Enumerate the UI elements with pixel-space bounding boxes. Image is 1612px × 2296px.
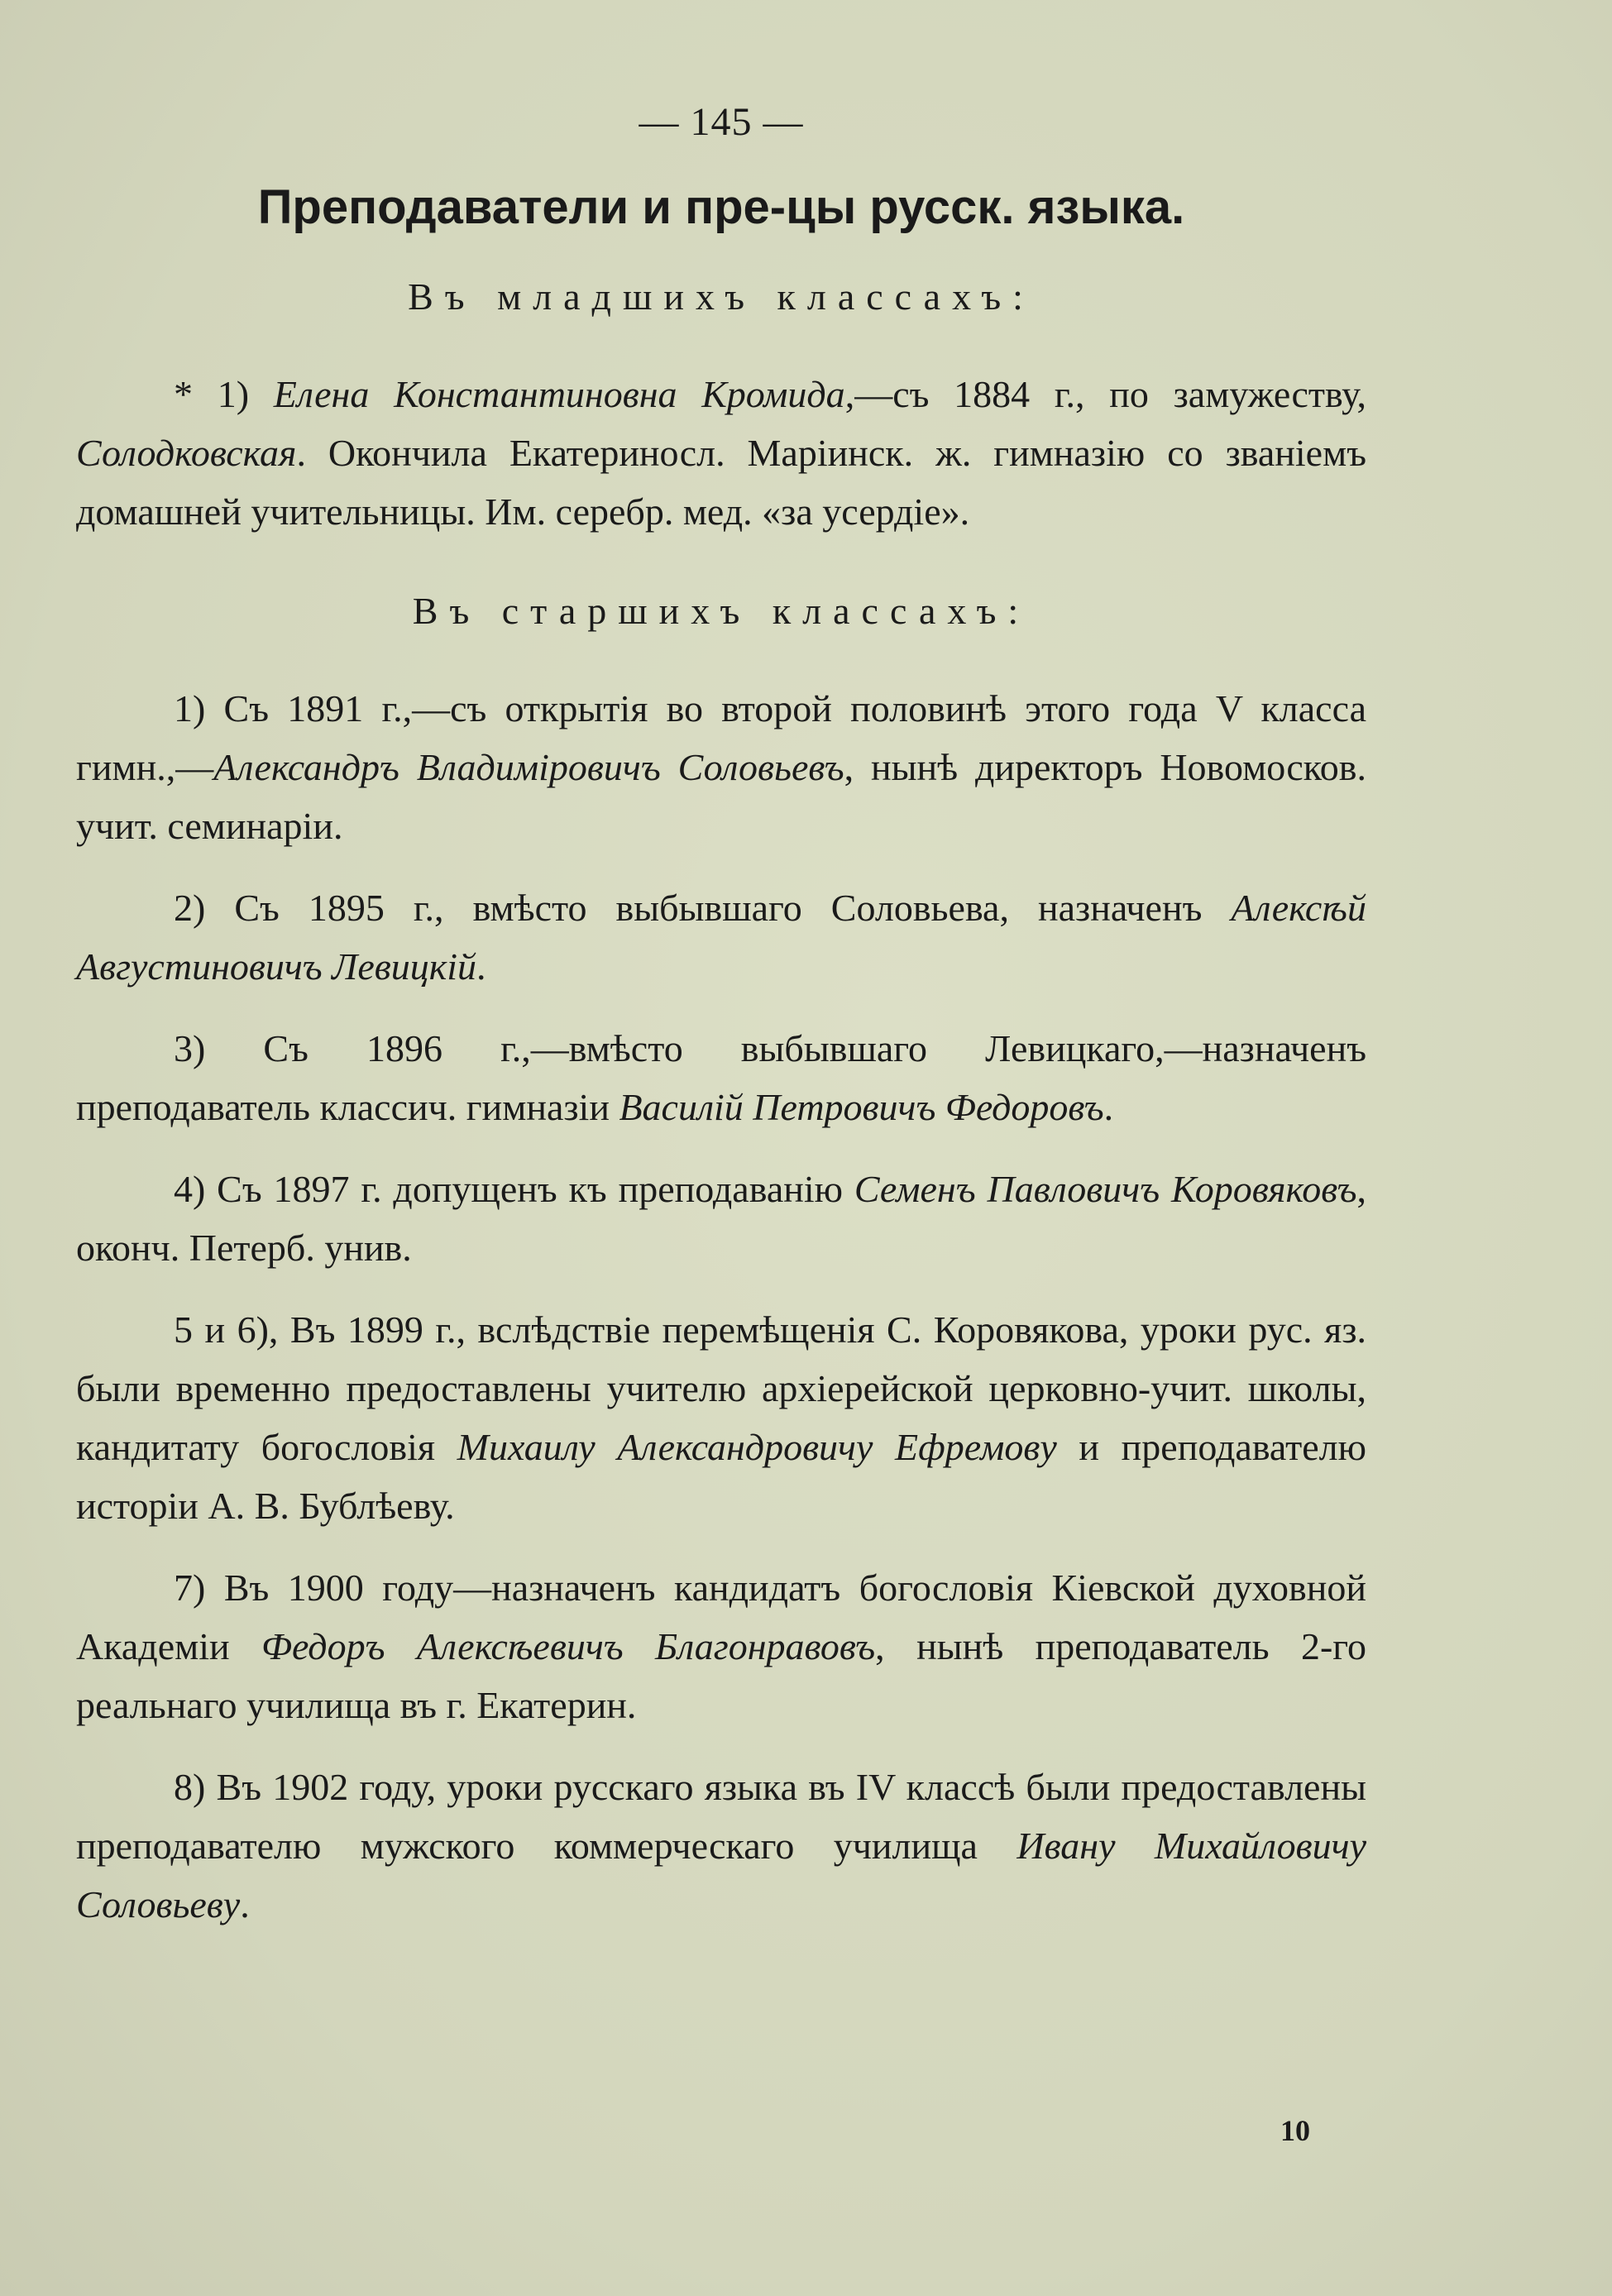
junior-classes-heading: Въ младшихъ классахъ: <box>408 275 1035 318</box>
married-name: Солодковская <box>76 432 297 474</box>
page-title: Преподаватели и пре-цы русск. языка. <box>257 180 1185 234</box>
paragraph-senior-3 <box>76 1019 1366 1136</box>
paragraph-senior-8 <box>76 1758 1366 1934</box>
teacher-name: Елена Константиновна Кромида <box>273 373 845 415</box>
paragraph-senior-1 <box>76 679 1366 855</box>
senior-classes-heading: Въ старшихъ классахъ: <box>412 590 1031 632</box>
text-run: . <box>1103 1086 1114 1128</box>
text-run: , оконч. Петерб. унив. <box>76 1168 1367 1269</box>
text-run: 5 и 6), Въ 1899 г., вслѣдствіе перемѣщенія С. Коровякова, уроки рус. яз. были временно предоставлены учителю архіерейской церковно-учит. школы, кандитату богословія <box>76 1308 1366 1468</box>
text-run: . <box>240 1883 250 1925</box>
text-run: 1) Съ 1891 г.,—съ открытія во второй половинѣ этого года V класса гимн.,— <box>76 687 1366 788</box>
text-run: , нынѣ преподаватель 2-го реальнаго училища въ г. Екатерин. <box>76 1625 1366 1726</box>
teacher-name: Семенъ Павловичъ Коровяковъ <box>854 1168 1357 1210</box>
text-run: 8) Въ 1902 году, уроки русскаго языка въ IV классѣ были предоставлены преподавателю мужского коммерческаго училища <box>76 1766 1366 1867</box>
text-run: 4) Съ 1897 г. допущенъ къ преподаванію <box>174 1168 854 1210</box>
text-run: . <box>476 945 486 988</box>
printer-signature-mark: 10 <box>1280 2114 1310 2147</box>
teacher-name: Ивану Михайловичу Соловьеву <box>76 1825 1366 1925</box>
paragraph-senior-4 <box>76 1160 1366 1277</box>
paragraph-senior-5-6 <box>76 1300 1366 1535</box>
paragraph-junior-1 <box>76 365 1366 541</box>
text-run: 3) Съ 1896 г.,—вмѣсто выбывшаго Левицкаго,—назначенъ преподаватель классич. гимназіи <box>76 1027 1366 1128</box>
teacher-name: Александръ Владиміровичъ Соловьевъ <box>213 746 844 788</box>
text-run: 7) Въ 1900 году—назначенъ кандидатъ богословія Кіевской духовной Академіи <box>76 1567 1366 1667</box>
teacher-name: Федоръ Алексѣевичъ Благонравовъ <box>261 1625 876 1667</box>
text-run: 2) Съ 1895 г., вмѣсто выбывшаго Соловьева, назначенъ <box>174 887 1232 929</box>
text-run: * 1) <box>174 373 274 415</box>
text-block <box>76 99 1366 1957</box>
teacher-name: Василій Петровичъ Федоровъ <box>619 1086 1104 1128</box>
text-run: ,—съ 1884 г., по замужеству, <box>844 373 1367 415</box>
paragraph-senior-7 <box>76 1558 1366 1734</box>
teacher-name: Алексѣй Августиновичъ Левицкій <box>76 887 1366 988</box>
text-run: и преподавателю исторіи А. В. Бублѣеву. <box>76 1426 1367 1527</box>
teacher-name: Михаилу Александровичу Ефремову <box>457 1426 1057 1468</box>
text-run: . Окончила Екатериносл. Маріинск. ж. гимназію со званіемъ домашней учительницы. Им. серебр. мед. «за усердіе». <box>76 432 1366 533</box>
paragraph-senior-2 <box>76 878 1366 996</box>
text-run: , нынѣ директоръ Новомосков. учит. семинаріи. <box>76 746 1366 847</box>
page-number: — 145 — <box>639 100 804 144</box>
